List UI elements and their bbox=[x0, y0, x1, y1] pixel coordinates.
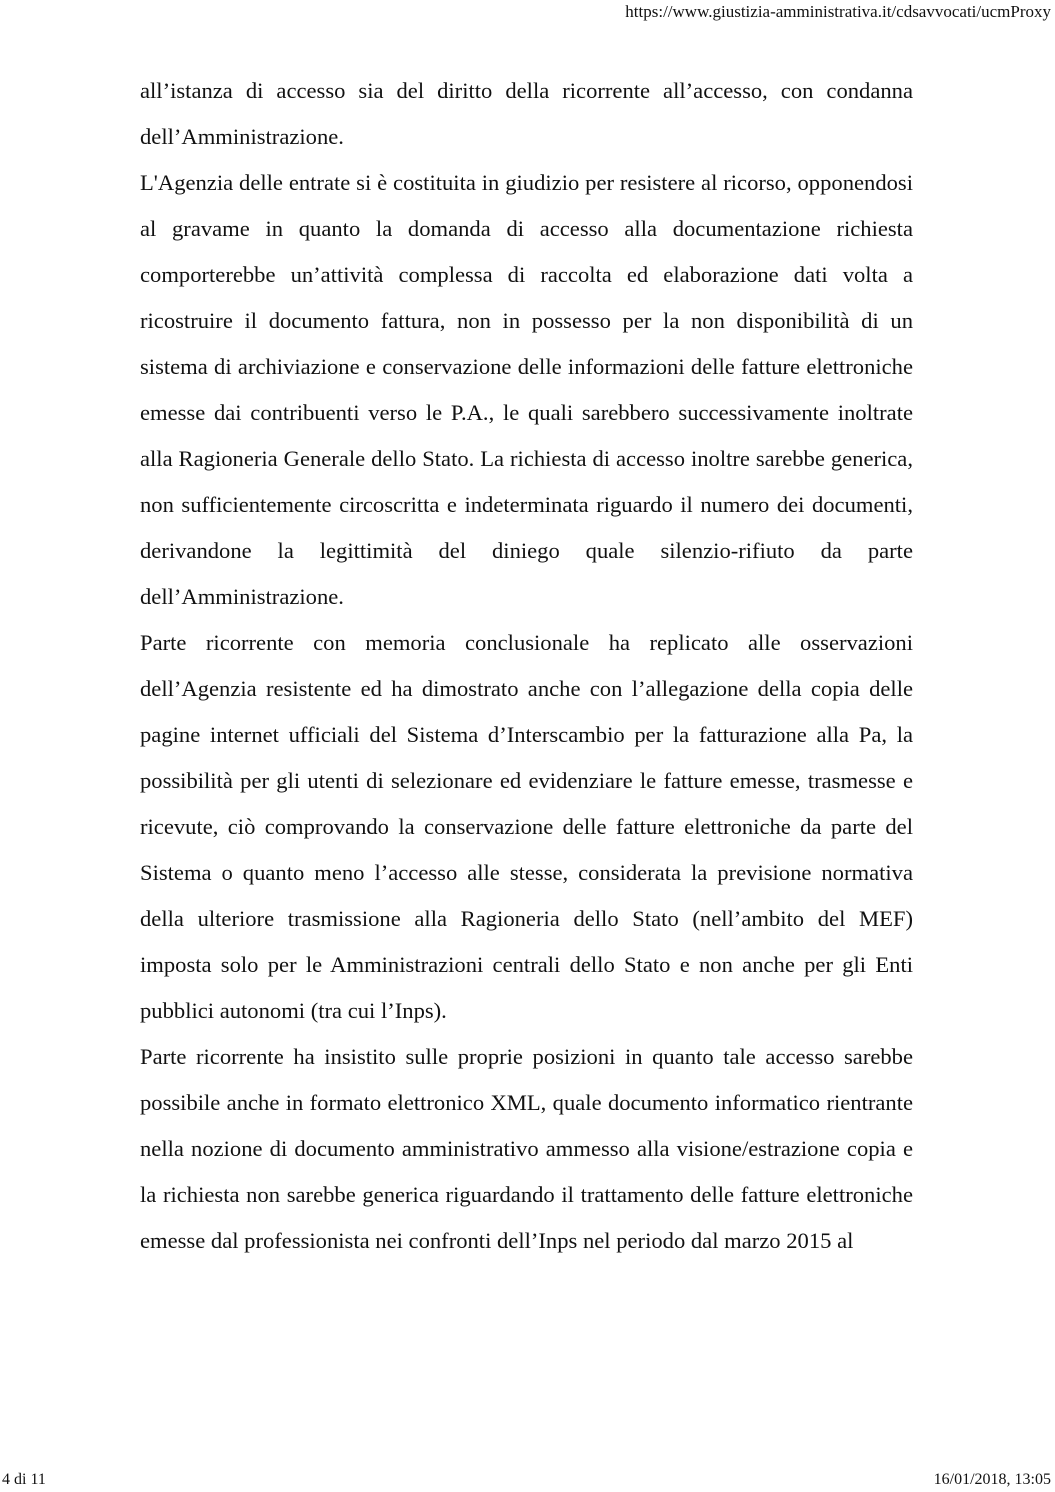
document-body bbox=[140, 68, 913, 1264]
page-number: 4 di 11 bbox=[2, 1471, 46, 1488]
paragraph: all’istanza di accesso sia del diritto della ricorrente all’accesso, con condanna dell’Amministrazione. bbox=[140, 78, 913, 149]
print-timestamp: 16/01/2018, 13:05 bbox=[933, 1471, 1051, 1488]
paragraph: Parte ricorrente con memoria conclusionale ha replicato alle osservazioni dell’Agenzia resistente ed ha dimostrato anche con l’allegazione della copia delle pagine internet ufficiali del Sistema d’Interscambio per la fatturazione alla Pa, la possibilità per gli utenti di selezionare ed evidenziare le fatture emesse, trasmesse e ricevute, ciò comprovando la conservazione delle fatture elettroniche da parte del Sistema o quanto meno l’accesso alle stesse, considerata la previsione normativa della ulteriore trasmissione alla Ragioneria dello Stato (nell’ambito del MEF) imposta solo per le Amministrazioni centrali dello Stato e non anche per gli Enti pubblici autonomi (tra cui l’Inps). bbox=[140, 630, 913, 1023]
paragraph: Parte ricorrente ha insistito sulle proprie posizioni in quanto tale accesso sarebbe possibile anche in formato elettronico XML, quale documento informatico rientrante nella nozione di documento amministrativo ammesso alla visione/estrazione copia e la richiesta non sarebbe generica riguardando il trattamento delle fatture elettroniche emesse dal professionista nei confronti dell’Inps nel periodo dal marzo 2015 al bbox=[140, 1044, 913, 1253]
paragraph: L'Agenzia delle entrate si è costituita in giudizio per resistere al ricorso, opponendosi al gravame in quanto la domanda di accesso alla documentazione richiesta comporterebbe un’attività complessa di raccolta ed elaborazione dati volta a ricostruire il documento fattura, non in possesso per la non disponibilità di un sistema di archiviazione e conservazione delle informazioni delle fatture elettroniche emesse dai contribuenti verso le P.A., le quali sarebbero successivamente inoltrate alla Ragioneria Generale dello Stato. La richiesta di accesso inoltre sarebbe generica, non sufficientemente circoscritta e indeterminata riguardo il numero dei documenti, derivandone la legittimità del diniego quale silenzio-rifiuto da parte dell’Amministrazione. bbox=[140, 170, 913, 609]
page-url: https://www.giustizia-amministrativa.it/cdsavvocati/ucmProxy bbox=[625, 2, 1051, 21]
